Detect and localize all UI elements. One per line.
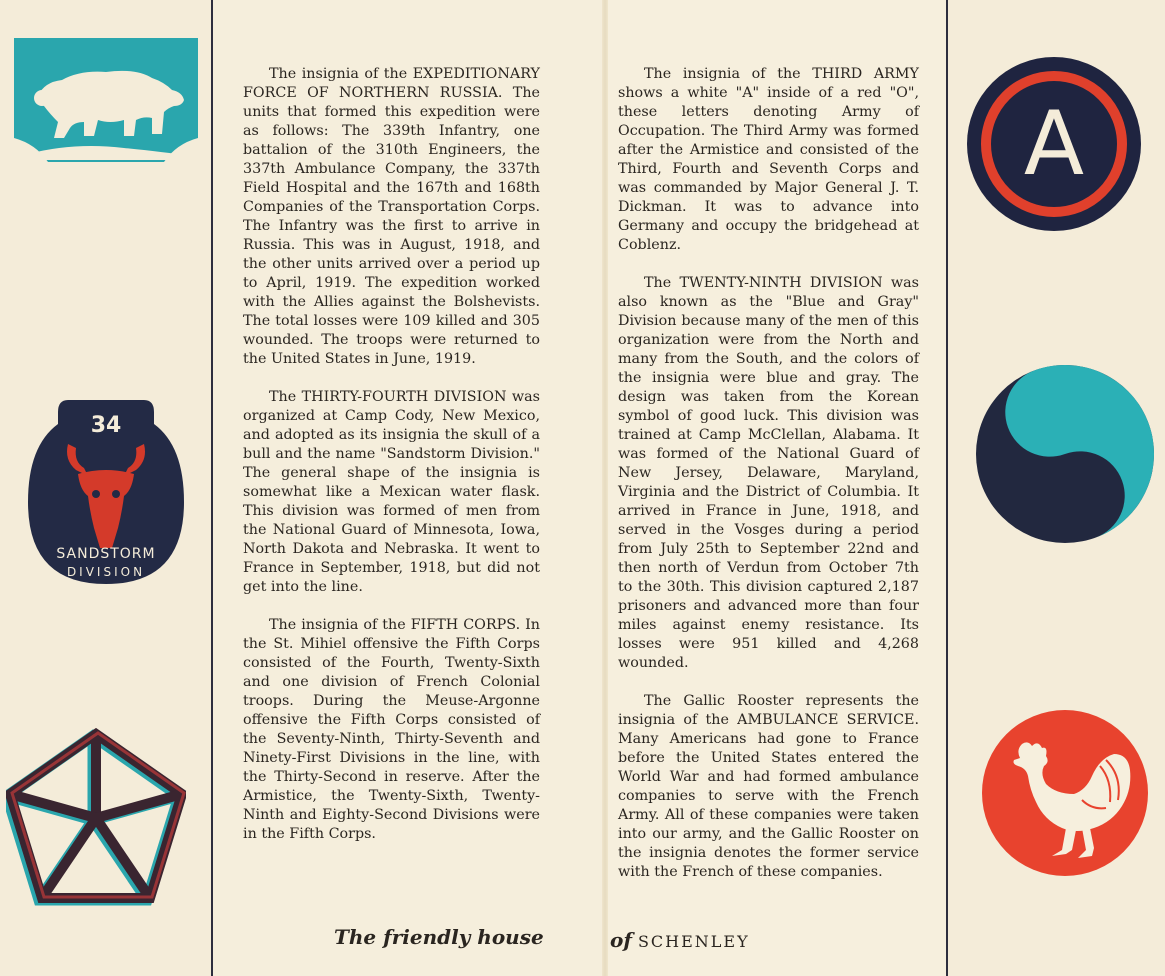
thirty-fourth-division-paragraph: The THIRTY-FOURTH DIVISION was organized at Camp Cody, New Mexico, and adopted as its insignia the skull of a bull and the name "Sandstorm Division." The general shape of the insignia is somewhat like a Mexican water flask. This division was formed of men from the National Guard of Minnesota, Iowa, North Dakota and Nebraska. It went to France in September, 1918, but did not get into the line. (243, 389, 540, 595)
footer-brand-name: SCHENLEY (637, 932, 750, 951)
ambulance-service-paragraph: The Gallic Rooster represents the insignia of the AMBULANCE SERVICE. Many Americans had gone to France before the United States entered the World War and had formed ambulance companies to serve with the French Army. All of these companies were taken into our army, and the Gallic Rooster on the insignia denotes the former service with the French of these companies. (618, 693, 919, 880)
gallic-rooster-insignia (982, 710, 1148, 876)
fold-line-left (211, 0, 213, 976)
insignia-number: 34 (90, 413, 122, 438)
polar-bear-insignia (14, 38, 198, 162)
fifth-corps-paragraph: The insignia of the FIFTH CORPS. In the St. Mihiel offensive the Fifth Corps consisted of the Fourth, Twenty-Sixth and one division of French Colonial troops. During the Meuse-Argonne offensive the Fifth Corps consisted of the Seventy-Ninth, Thirty-Seventh and Ninety-First Divisions in the line, with the Thirty-Second in reserve. After the Armistice, the Twenty-Sixth, Twenty-Ninth and Eighty-Second Divisions were in the Fifth Corps. (243, 617, 540, 842)
third-army-paragraph: The insignia of the THIRD ARMY shows a white "A" inside of a red "O", these letters denoting Army of Occupation. The Third Army was formed after the Armistice and consisted of the Third, Fourth and Seventh Corps and was commanded by Major General J. T. Dickman. It was to advance into Germany and occupy the bridgehead at Coblenz. (618, 66, 919, 253)
right-column-text (618, 65, 919, 882)
yin-yang-insignia (976, 365, 1154, 543)
footer-brand (610, 928, 830, 952)
expeditionary-force-paragraph: The insignia of the EXPEDITIONARY FORCE OF NORTHERN RUSSIA. The units that formed this expedition were as follows: The 339th Infantry, one battalion of the 310th Engineers, the 337th Ambulance Company, the 337th Field Hospital and the 167th and 168th Companies of the Transportation Corps. The Infantry was the first to arrive in Russia. This was in August, 1918, and the other units arrived over a period up to April, 1919. The expedition worked with the Allies against the Bolshevists. The total losses were 109 killed and 305 wounded. The troops were returned to the United States in June, 1919. (243, 66, 540, 367)
bull-skull-insignia (28, 398, 184, 592)
fold-line-right (946, 0, 948, 976)
left-column-text (243, 65, 540, 844)
insignia-letter: A (1023, 92, 1085, 195)
letter-a-in-circle-insignia (966, 56, 1142, 232)
center-crease (602, 0, 608, 976)
insignia-name-line1: SANDSTORM (56, 546, 156, 562)
footer-slogan: The friendly house (334, 925, 544, 949)
twenty-ninth-division-paragraph: The TWENTY-NINTH DIVISION was also known as the "Blue and Gray" Division because many of the men of this organization were from the North and many from the South, and the colors of the insignia were blue and gray. The design was taken from the Korean symbol of good luck. This division was trained at Camp McClellan, Alabama. It was formed of the National Guard of New Jersey, Delaware, Maryland, Virginia and the District of Columbia. It arrived in France in June, 1918, and served in the Vosges during a period from July 25th to September 22nd and then north of Verdun from October 7th to the 30th. This division captured 2,187 prisoners and advanced more than four miles against enemy resistance. Its losses were 951 killed and 4,268 wounded. (618, 275, 919, 671)
footer-of: of (610, 928, 632, 952)
insignia-name-line2: DIVISION (66, 565, 146, 579)
pentagon-insignia (6, 728, 186, 908)
